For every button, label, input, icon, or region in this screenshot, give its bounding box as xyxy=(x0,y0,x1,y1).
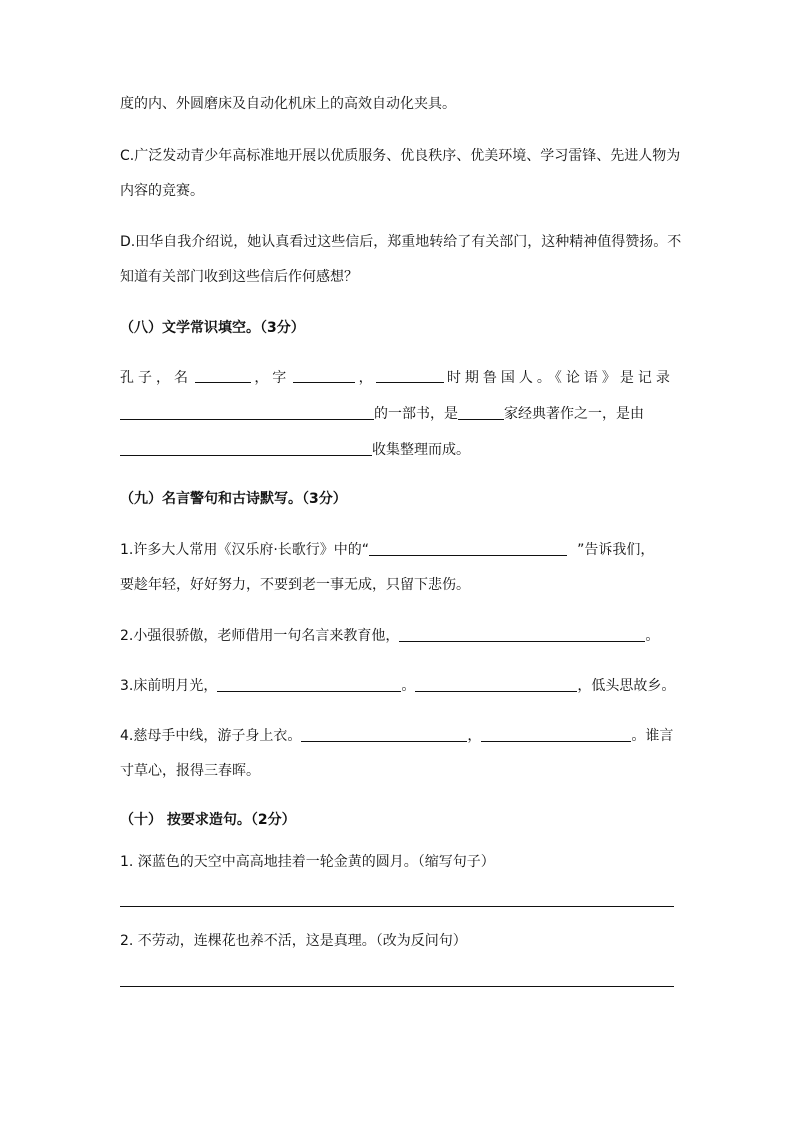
text-fragment: 。谁言 xyxy=(631,728,674,744)
question-4 xyxy=(120,726,673,746)
blank-field[interactable] xyxy=(376,368,444,383)
fill-line xyxy=(120,404,644,424)
blank-field[interactable] xyxy=(120,405,374,420)
text-fragment: ”告诉我们， xyxy=(577,542,655,558)
text-fragment: 家经典著作之一，是由 xyxy=(504,406,644,422)
text-fragment: 的一部书，是 xyxy=(374,406,458,422)
blank-field[interactable] xyxy=(120,441,372,456)
blank-field[interactable] xyxy=(195,368,251,383)
blank-field[interactable] xyxy=(415,677,577,692)
text-fragment: 时期鲁国人。《论语》是记录 xyxy=(446,370,674,386)
option-c-line: C.广泛发动青少年高标准地开展以优质服务、优良秩序、优美环境、学习雷锋、先进人物为 xyxy=(120,148,681,164)
text-fragment: ，低头思故乡。 xyxy=(577,678,676,694)
question-1 xyxy=(120,540,654,560)
blank-field[interactable] xyxy=(217,677,401,692)
text-fragment: 孔子，名 xyxy=(120,370,192,386)
section-heading-10: （十） 按要求造句。（2分） xyxy=(120,812,296,828)
answer-line[interactable] xyxy=(120,986,674,987)
question-1: 1. 深蓝色的天空中高高地挂着一轮金黄的圆月。（缩写句子） xyxy=(120,854,495,870)
text-fragment: 3.床前明月光， xyxy=(120,678,218,694)
text-fragment: ， xyxy=(467,728,482,744)
text-fragment: 。 xyxy=(401,678,416,694)
text-line: 知道有关部门收到这些信后作何感想？ xyxy=(120,269,358,285)
text-fragment: 4.慈母手中线，游子身上衣。 xyxy=(120,728,302,744)
text-fragment: 。 xyxy=(645,628,660,644)
blank-field[interactable] xyxy=(481,727,631,742)
blank-field[interactable] xyxy=(458,405,504,420)
text-line: 内容的竞赛。 xyxy=(120,183,204,199)
section-heading-8: （八）文学常识填空。（3分） xyxy=(120,320,305,336)
question-3 xyxy=(120,676,675,696)
option-d-line: D.田华自我介绍说，她认真看过这些信后，郑重地转给了有关部门，这种精神值得赞扬。不 xyxy=(120,234,682,250)
text-line: 度的内、外圆磨床及自动化机床上的高效自动化夹具。 xyxy=(120,96,456,112)
text-fragment: ， xyxy=(358,370,373,386)
blank-field[interactable] xyxy=(293,368,355,383)
fill-line xyxy=(120,440,470,460)
blank-field[interactable] xyxy=(369,541,567,556)
text-fragment: 1.许多大人常用《汉乐府·长歌行》中的“ xyxy=(120,542,370,558)
answer-line[interactable] xyxy=(120,906,674,907)
text-line: 寸草心，报得三春晖。 xyxy=(120,763,260,779)
text-fragment: ，字 xyxy=(254,370,291,386)
fill-line xyxy=(120,368,674,388)
text-line: 要趁年轻，好好努力，不要到老一事无成，只留下悲伤。 xyxy=(120,577,470,593)
text-fragment: 2.小强很骄傲，老师借用一句名言来教育他， xyxy=(120,628,400,644)
text-fragment: 收集整理而成。 xyxy=(372,442,470,458)
question-2: 2. 不劳动，连棵花也养不活，这是真理。（改为反问句） xyxy=(120,933,467,949)
blank-field[interactable] xyxy=(301,727,467,742)
section-heading-9: （九）名言警句和古诗默写。（3分） xyxy=(120,491,347,507)
question-2 xyxy=(120,626,659,646)
blank-field[interactable] xyxy=(399,627,645,642)
